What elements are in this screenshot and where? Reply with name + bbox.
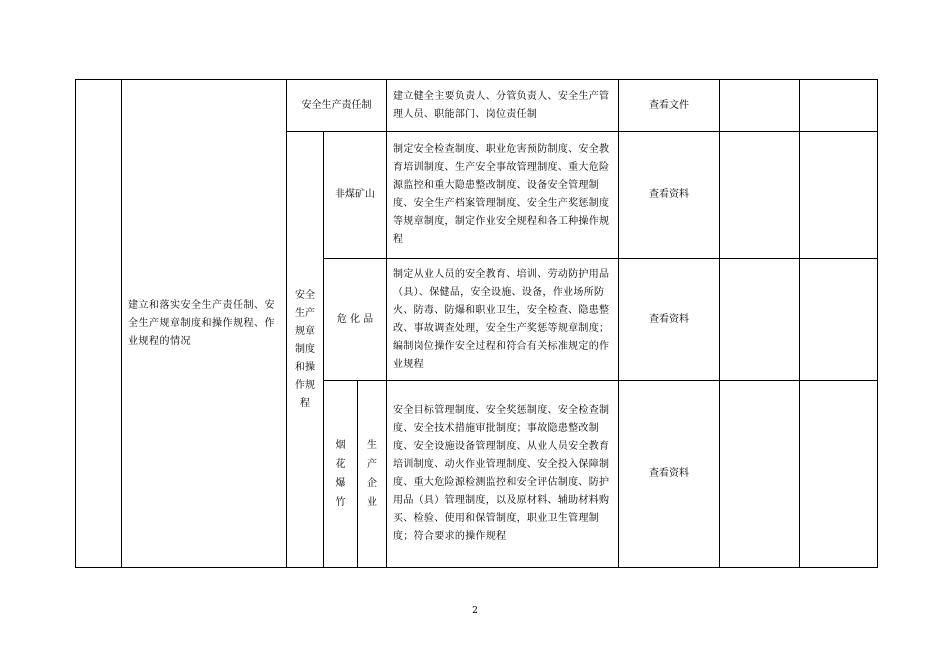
subcategory-char: 生 bbox=[367, 440, 378, 451]
subcategory-char: 产 bbox=[367, 459, 378, 470]
category-cell-hazchem bbox=[324, 259, 387, 381]
content-cell bbox=[387, 381, 619, 568]
page-number: 2 bbox=[472, 606, 478, 616]
empty-cell bbox=[800, 132, 878, 259]
method-cell bbox=[619, 80, 720, 132]
category-label: 安全生产责任制 bbox=[301, 99, 372, 111]
category-cell-mining bbox=[324, 132, 387, 259]
content-cell bbox=[387, 80, 619, 132]
group-label-cell bbox=[287, 132, 324, 568]
category-label: 非煤矿山 bbox=[335, 189, 376, 200]
group-label-line: 生产 bbox=[295, 307, 315, 319]
method-text: 查看文件 bbox=[649, 99, 690, 111]
index-cell bbox=[76, 80, 122, 568]
content-text: 建立健全主要负责人、分管负责人、安全生产管理人员、职能部门、岗位责任制 bbox=[393, 90, 610, 120]
group-label-line: 作规 bbox=[295, 379, 315, 391]
subcategory-cell-production bbox=[358, 381, 387, 568]
method-text: 查看资料 bbox=[649, 189, 690, 200]
category-char: 爆 bbox=[335, 478, 346, 489]
empty-cell bbox=[800, 80, 878, 132]
content-text: 制定从业人员的安全教育、培训、劳动防护用品（具）、保健品，安全设施、设备，作业场所防火、防毒、防爆和职业卫生，安全检查、隐患整改、事故调查处理，安全生产奖惩等规章制度；编制岗位操作安全过程和符合有关标准规定的作业规程 bbox=[393, 268, 610, 370]
group-label-line: 程 bbox=[300, 397, 310, 409]
method-cell bbox=[619, 381, 720, 568]
content-cell bbox=[387, 132, 619, 259]
method-cell bbox=[619, 132, 720, 259]
empty-cell bbox=[720, 132, 800, 259]
category-label: 危 化 品 bbox=[336, 313, 374, 325]
content-cell bbox=[387, 259, 619, 381]
content-text: 制定安全检查制度、职业危害预防制度、安全教育培训制度、生产安全事故管理制度、重大危险源监控和重大隐患整改制度、设备安全管理制度、安全生产档案管理制度、安全生产奖惩制度等规章制度，制定作业安全规程和各工种操作规程 bbox=[393, 144, 610, 245]
content-text: 安全目标管理制度、安全奖惩制度、安全检查制度、安全技术措施审批制度；事故隐患整改制度、安全设施设备管理制度、从业人员安全教育培训制度、动火作业管理制度、安全投入保障制度、重大危险源检测监控和安全评估制度、防护用品（具）管理制度，以及原材料、辅助材料购买、检验、使用和保管制度，职业卫生管理制度；符合要求的操作规程 bbox=[393, 405, 610, 542]
empty-cell bbox=[800, 259, 878, 381]
group-label-line: 制度 bbox=[295, 343, 315, 355]
empty-cell bbox=[720, 381, 800, 568]
category-char: 花 bbox=[335, 459, 346, 470]
category-cell-fireworks bbox=[324, 381, 358, 568]
subcategory-char: 企 bbox=[367, 478, 378, 489]
method-cell bbox=[619, 259, 720, 381]
category-char: 竹 bbox=[335, 497, 346, 508]
category-cell-responsibility bbox=[287, 80, 387, 132]
empty-cell bbox=[800, 381, 878, 568]
subcategory-char: 业 bbox=[367, 497, 378, 508]
empty-cell bbox=[720, 259, 800, 381]
group-label-line: 规章 bbox=[295, 325, 315, 337]
method-text: 查看资料 bbox=[649, 468, 690, 479]
group-label-line: 安全 bbox=[295, 289, 315, 301]
group-label-line: 和操 bbox=[295, 361, 315, 373]
method-text: 查看资料 bbox=[649, 313, 690, 325]
empty-cell bbox=[720, 80, 800, 132]
item-title-cell bbox=[122, 80, 287, 568]
category-char: 烟 bbox=[335, 440, 346, 451]
inspection-table bbox=[75, 79, 878, 568]
item-title: 建立和落实安全生产责任制、安全生产规章制度和操作规程、作业规程的情况 bbox=[128, 299, 275, 347]
